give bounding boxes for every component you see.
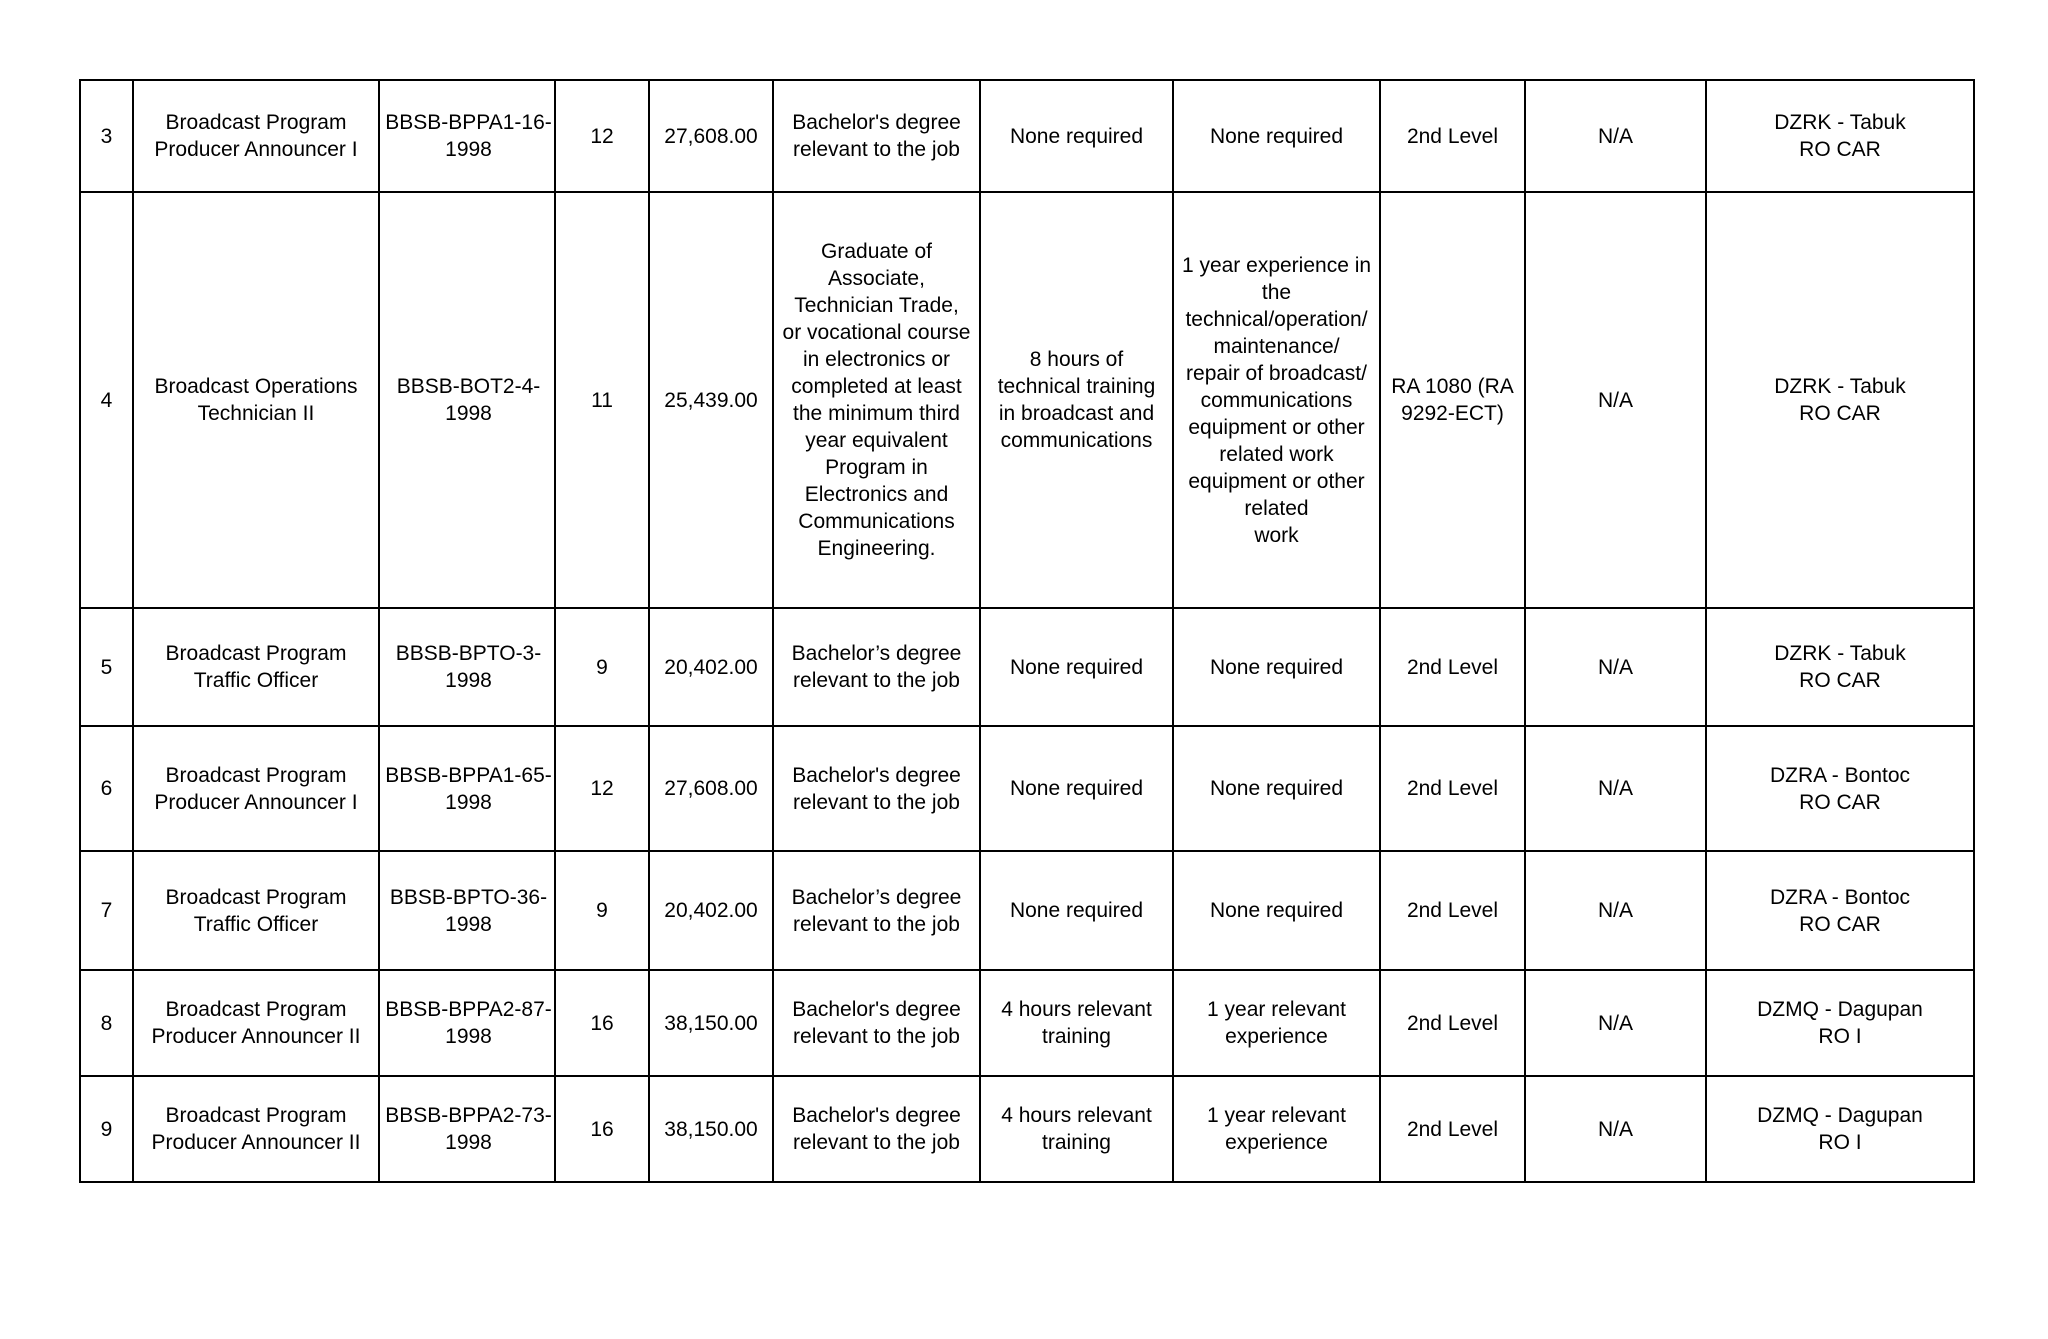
education-cell: Bachelor’s degree relevant to the job <box>773 851 980 970</box>
training-cell: 4 hours relevant training <box>980 1076 1173 1182</box>
experience-cell: 1 year experience in the technical/operation/ maintenance/ repair of broadcast/ communications equipment or other related work equipment or other related work <box>1173 192 1380 608</box>
monthly-salary-cell: 38,150.00 <box>649 1076 773 1182</box>
vacancy-table <box>79 79 1975 1183</box>
eligibility-cell: 2nd Level <box>1380 970 1525 1076</box>
row-number-cell: 3 <box>80 80 133 192</box>
place-of-assignment-cell: DZRA - Bontoc RO CAR <box>1706 726 1974 851</box>
eligibility-cell: 2nd Level <box>1380 1076 1525 1182</box>
experience-cell: 1 year relevant experience <box>1173 1076 1380 1182</box>
salary-grade-cell: 16 <box>555 1076 649 1182</box>
experience-cell: None required <box>1173 726 1380 851</box>
plantilla-item-cell: BBSB-BPTO-3- 1998 <box>379 608 555 726</box>
plantilla-item-cell: BBSB-BPPA1-65- 1998 <box>379 726 555 851</box>
row-number-cell: 6 <box>80 726 133 851</box>
eligibility-cell: RA 1080 (RA 9292-ECT) <box>1380 192 1525 608</box>
plantilla-item-cell: BBSB-BPTO-36- 1998 <box>379 851 555 970</box>
eligibility-cell: 2nd Level <box>1380 80 1525 192</box>
salary-grade-cell: 9 <box>555 608 649 726</box>
row-number-cell: 7 <box>80 851 133 970</box>
table-row <box>80 726 1974 851</box>
table-row <box>80 970 1974 1076</box>
place-of-assignment-cell: DZRK - Tabuk RO CAR <box>1706 80 1974 192</box>
table-row <box>80 1076 1974 1182</box>
experience-cell: None required <box>1173 80 1380 192</box>
place-of-assignment-cell: DZRK - Tabuk RO CAR <box>1706 192 1974 608</box>
education-cell: Bachelor's degree relevant to the job <box>773 970 980 1076</box>
competency-cell: N/A <box>1525 80 1706 192</box>
education-cell: Bachelor’s degree relevant to the job <box>773 608 980 726</box>
competency-cell: N/A <box>1525 726 1706 851</box>
place-of-assignment-cell: DZRK - Tabuk RO CAR <box>1706 608 1974 726</box>
position-title-cell: Broadcast Program Traffic Officer <box>133 608 379 726</box>
salary-grade-cell: 12 <box>555 726 649 851</box>
eligibility-cell: 2nd Level <box>1380 608 1525 726</box>
table-row <box>80 608 1974 726</box>
position-title-cell: Broadcast Operations Technician II <box>133 192 379 608</box>
competency-cell: N/A <box>1525 608 1706 726</box>
eligibility-cell: 2nd Level <box>1380 851 1525 970</box>
place-of-assignment-cell: DZRA - Bontoc RO CAR <box>1706 851 1974 970</box>
position-title-cell: Broadcast Program Producer Announcer I <box>133 726 379 851</box>
competency-cell: N/A <box>1525 851 1706 970</box>
training-cell: None required <box>980 608 1173 726</box>
monthly-salary-cell: 20,402.00 <box>649 608 773 726</box>
position-title-cell: Broadcast Program Producer Announcer II <box>133 970 379 1076</box>
training-cell: None required <box>980 726 1173 851</box>
table-row <box>80 192 1974 608</box>
plantilla-item-cell: BBSB-BPPA2-73- 1998 <box>379 1076 555 1182</box>
monthly-salary-cell: 25,439.00 <box>649 192 773 608</box>
competency-cell: N/A <box>1525 192 1706 608</box>
table-body <box>80 80 1974 1182</box>
salary-grade-cell: 11 <box>555 192 649 608</box>
experience-cell: None required <box>1173 851 1380 970</box>
row-number-cell: 8 <box>80 970 133 1076</box>
education-cell: Bachelor's degree relevant to the job <box>773 726 980 851</box>
row-number-cell: 9 <box>80 1076 133 1182</box>
monthly-salary-cell: 20,402.00 <box>649 851 773 970</box>
competency-cell: N/A <box>1525 970 1706 1076</box>
table-row <box>80 851 1974 970</box>
competency-cell: N/A <box>1525 1076 1706 1182</box>
education-cell: Bachelor's degree relevant to the job <box>773 80 980 192</box>
monthly-salary-cell: 27,608.00 <box>649 726 773 851</box>
place-of-assignment-cell: DZMQ - Dagupan RO I <box>1706 1076 1974 1182</box>
row-number-cell: 4 <box>80 192 133 608</box>
position-title-cell: Broadcast Program Producer Announcer I <box>133 80 379 192</box>
salary-grade-cell: 12 <box>555 80 649 192</box>
training-cell: None required <box>980 80 1173 192</box>
training-cell: 4 hours relevant training <box>980 970 1173 1076</box>
position-title-cell: Broadcast Program Traffic Officer <box>133 851 379 970</box>
table-row <box>80 80 1974 192</box>
education-cell: Graduate of Associate, Technician Trade, or vocational course in electronics or completed at least the minimum third year equivalent Program in Electronics and Communications Engineering. <box>773 192 980 608</box>
plantilla-item-cell: BBSB-BPPA1-16- 1998 <box>379 80 555 192</box>
plantilla-item-cell: BBSB-BPPA2-87- 1998 <box>379 970 555 1076</box>
education-cell: Bachelor's degree relevant to the job <box>773 1076 980 1182</box>
monthly-salary-cell: 27,608.00 <box>649 80 773 192</box>
training-cell: 8 hours of technical training in broadcast and communications <box>980 192 1173 608</box>
salary-grade-cell: 16 <box>555 970 649 1076</box>
plantilla-item-cell: BBSB-BOT2-4- 1998 <box>379 192 555 608</box>
experience-cell: 1 year relevant experience <box>1173 970 1380 1076</box>
training-cell: None required <box>980 851 1173 970</box>
row-number-cell: 5 <box>80 608 133 726</box>
place-of-assignment-cell: DZMQ - Dagupan RO I <box>1706 970 1974 1076</box>
eligibility-cell: 2nd Level <box>1380 726 1525 851</box>
experience-cell: None required <box>1173 608 1380 726</box>
position-title-cell: Broadcast Program Producer Announcer II <box>133 1076 379 1182</box>
salary-grade-cell: 9 <box>555 851 649 970</box>
monthly-salary-cell: 38,150.00 <box>649 970 773 1076</box>
